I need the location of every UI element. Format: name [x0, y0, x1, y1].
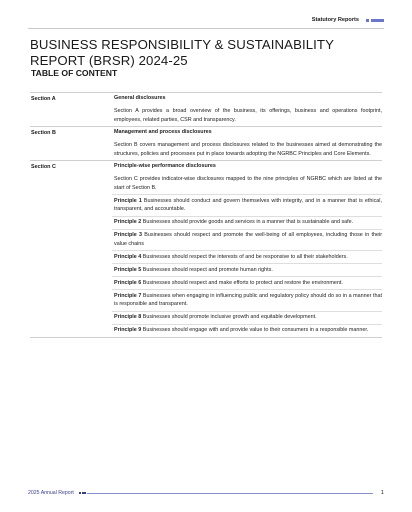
- toc-row-section-b: [30, 126, 382, 160]
- section-heading[interactable]: General disclosures: [114, 95, 166, 101]
- principle-name: Principle 9: [114, 327, 142, 333]
- header-label: Statutory Reports: [311, 17, 359, 23]
- principle-text: Businesses should respect the interests of and be responsive to all their stakeholders.: [142, 253, 348, 260]
- principle-name: Principle 2: [114, 219, 142, 225]
- principle-item[interactable]: [112, 276, 382, 289]
- principle-item[interactable]: [112, 250, 382, 263]
- header-dot: [366, 19, 369, 22]
- section-heading[interactable]: Principle-wise performance disclosures: [114, 163, 216, 169]
- principle-item[interactable]: [112, 216, 382, 229]
- principle-item[interactable]: [112, 311, 382, 324]
- principle-name: Principle 3: [114, 232, 143, 238]
- section-description: Section C provides indicator-wise disclosures mapped to the nine principles of NGRBC which are listed at the start of Section B.: [114, 176, 382, 191]
- section-body: [112, 93, 382, 126]
- section-description: Section B covers management and process disclosures related to the businesses aimed at demonstrating the structures, policies and processes put in place towards adopting the NGRBC Principles and Core Elements.: [114, 142, 382, 157]
- section-description: Section A provides a broad overview of the business, its offerings, business and operations footprint, employees, related parties, CSR and transparency.: [114, 108, 382, 123]
- principle-text: Businesses should promote inclusive growth and equitable development.: [142, 314, 317, 320]
- page-subtitle: TABLE OF CONTENT: [31, 68, 118, 78]
- principle-name: Principle 8: [114, 314, 142, 320]
- principle-text: Businesses should respect and promote the well-being of all employees, including those in their value chains: [114, 232, 382, 247]
- section-body: [112, 127, 382, 160]
- header-bar: [371, 19, 384, 22]
- footer-label: 2025 Annual Report: [28, 490, 74, 496]
- section-label: Section A: [31, 95, 56, 102]
- table-of-contents: [30, 92, 382, 338]
- header-decoration: [366, 19, 384, 22]
- principle-name: Principle 4: [114, 253, 142, 260]
- section-label: Section C: [31, 163, 56, 170]
- page-footer: [28, 490, 384, 496]
- page-title: BUSINESS RESPONSIBILITY & SUSTAINABILITY REPORT (BRSR) 2024-25: [30, 37, 334, 68]
- principle-text: Businesses should conduct and govern themselves with integrity, and in a manner that is ethical, transparent, and accountable.: [114, 197, 383, 212]
- principle-name: Principle 7: [114, 292, 142, 299]
- principle-text: Businesses when engaging in influencing public and regulatory policy should do so in a manner that is responsible and transparent.: [114, 292, 382, 307]
- page-number: 1: [380, 490, 384, 496]
- page-header: [312, 17, 384, 23]
- principle-name: Principle 5: [114, 266, 142, 273]
- footer-bar: [82, 492, 86, 494]
- section-label: Section B: [31, 129, 56, 136]
- section-heading[interactable]: Management and process disclosures: [114, 129, 212, 135]
- principle-text: Businesses should engage with and provide value to their consumers in a responsible manner.: [142, 327, 369, 333]
- principle-item[interactable]: [112, 229, 382, 251]
- principle-item[interactable]: [112, 263, 382, 276]
- principle-name: Principle 1: [114, 197, 142, 204]
- section-body: [112, 161, 382, 337]
- principle-text: Businesses should provide goods and services in a manner that is sustainable and safe.: [142, 219, 354, 225]
- principle-text: Businesses should respect and make efforts to protect and restore the environment.: [142, 279, 343, 286]
- footer-dot: [79, 492, 81, 494]
- principle-item[interactable]: [112, 289, 382, 311]
- toc-row-section-c: [30, 160, 382, 338]
- footer-rule: [87, 493, 373, 494]
- principle-item[interactable]: [112, 324, 382, 337]
- principle-text: Businesses should respect and promote human rights.: [142, 266, 273, 273]
- principle-item[interactable]: [112, 194, 382, 216]
- principle-name: Principle 6: [114, 279, 142, 286]
- toc-row-section-a: [30, 92, 382, 126]
- header-divider: [28, 28, 384, 29]
